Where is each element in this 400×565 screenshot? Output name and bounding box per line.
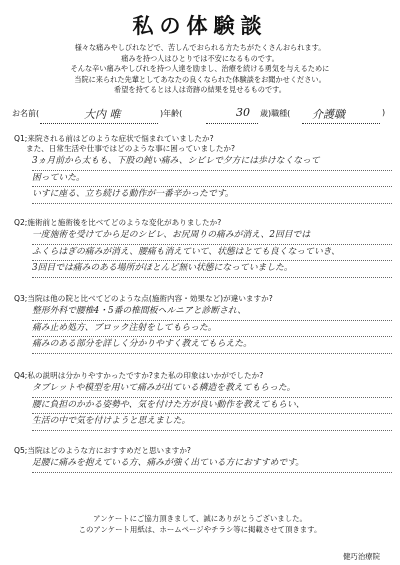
age-underline	[206, 123, 258, 124]
page-title: 私の体験談	[132, 14, 268, 38]
question-number: Q1;	[14, 134, 28, 143]
intro-line: そんな辛い痛みやしびれを持つ人達を励まし、治療を続ける勇気を与えるために	[70, 64, 330, 74]
answer-line: 3ヵ月前から太もも、下股の鈍い痛み、シビレで夕方には歩けなくなって	[32, 154, 392, 171]
name-label: お名前(	[12, 109, 40, 118]
answer-text	[14, 381, 392, 431]
intro-line: 当院に来られた先輩としてあなたの良くなられた体験談をお聞かせください。	[74, 74, 326, 84]
question-block-1	[14, 134, 392, 204]
answer-line: いすに座る、立ち続ける動作が一番辛かったです。	[32, 187, 392, 204]
answer-text	[14, 456, 392, 473]
intro-line: 希望を持てるとは人は奇跡の結果を見せるものです。	[114, 85, 286, 95]
name-underline	[40, 123, 158, 124]
job-underline	[302, 123, 380, 124]
question-number: Q3;	[14, 294, 28, 303]
info-close: )	[382, 108, 386, 117]
intro-line: 様々な痛みやしびれなどで、苦しんでおられる方たちがたくさんおられます。	[74, 43, 326, 52]
question-text: 施術前と施術後を比べてどのような変化がありましたか?	[27, 218, 222, 227]
answer-line: 生活の中で気を付けようと思えました。	[32, 414, 392, 431]
question-number: Q4;	[14, 371, 28, 380]
footer-line: アンケートにご協力頂きまして、誠にありがとうございました。	[93, 514, 307, 523]
question-block-5	[14, 446, 392, 473]
answer-line: 痛み止め処方、ブロック注射をしてもらった。	[32, 321, 392, 338]
question-text: 私の説明は分かりやすかったですか?また私の印象はいかがでしたか?	[27, 371, 264, 380]
clinic-name: 健巧治療院	[343, 552, 380, 561]
age-unit-label: 歳)職種(	[260, 109, 291, 118]
question-text: 当院はどのような方におすすめだと思いますか?	[27, 446, 191, 455]
age-label: )年齢(	[160, 109, 183, 118]
answer-line: 腰に負担のかかる姿勢や、気を付けた方が良い動作を教えてもらい、	[32, 398, 392, 415]
answer-line: 足腰に痛みを抱えている方、痛みが強く出ている方におすすめです。	[32, 456, 392, 473]
question-block-4	[14, 371, 392, 431]
answer-text	[14, 228, 392, 278]
question-text: 当院は他の院と比べてどのような点(施術内容・効果など)が違いますか?	[27, 294, 273, 303]
answer-line: 整形外科で腰椎4・5番の椎間板ヘルニアと診断され、	[32, 304, 392, 321]
answer-line: 痛みのある部分を詳しく分かりやすく教えてもらえた。	[32, 337, 392, 354]
footer-text	[0, 514, 400, 535]
answer-line: ふくらはぎの痛みが消え、腰痛も消えていて、状態はとても良くなっていき、	[32, 245, 392, 262]
question-number: Q5;	[14, 446, 28, 455]
question-block-3	[14, 294, 392, 354]
question-block-2	[14, 218, 392, 278]
question-number: Q2;	[14, 218, 28, 227]
answer-line: タブレットや模型を用いて痛みが出ている構造を教えてもらった。	[32, 381, 392, 398]
answer-text	[14, 304, 392, 354]
answer-line: 3回目では痛みのある場所がほとんど無い状態になっていました。	[32, 261, 392, 278]
name-value: 大内 唯	[84, 108, 121, 121]
footer-line: このアンケート用紙は、ホームページやチラシ等に掲載させて頂きます。	[78, 524, 322, 534]
question-text: 来院される前はどのような症状で悩まれていましたか?	[27, 134, 214, 143]
job-value: 介護職	[312, 108, 345, 121]
answer-text	[14, 154, 392, 204]
age-value: 30	[236, 106, 250, 119]
question-subtext: また、日常生活や仕事ではどのような事に困っていましたか?	[26, 144, 236, 153]
intro-text	[0, 43, 400, 96]
answer-line: 困っていた。	[32, 171, 392, 188]
intro-line: 痛みを持つ人はひとりでは不安になるものです。	[121, 53, 279, 63]
respondent-info	[10, 106, 390, 126]
answer-line: 一度施術を受けてから足のシビレ、お尻周りの痛みが消え、2回目では	[32, 228, 392, 245]
